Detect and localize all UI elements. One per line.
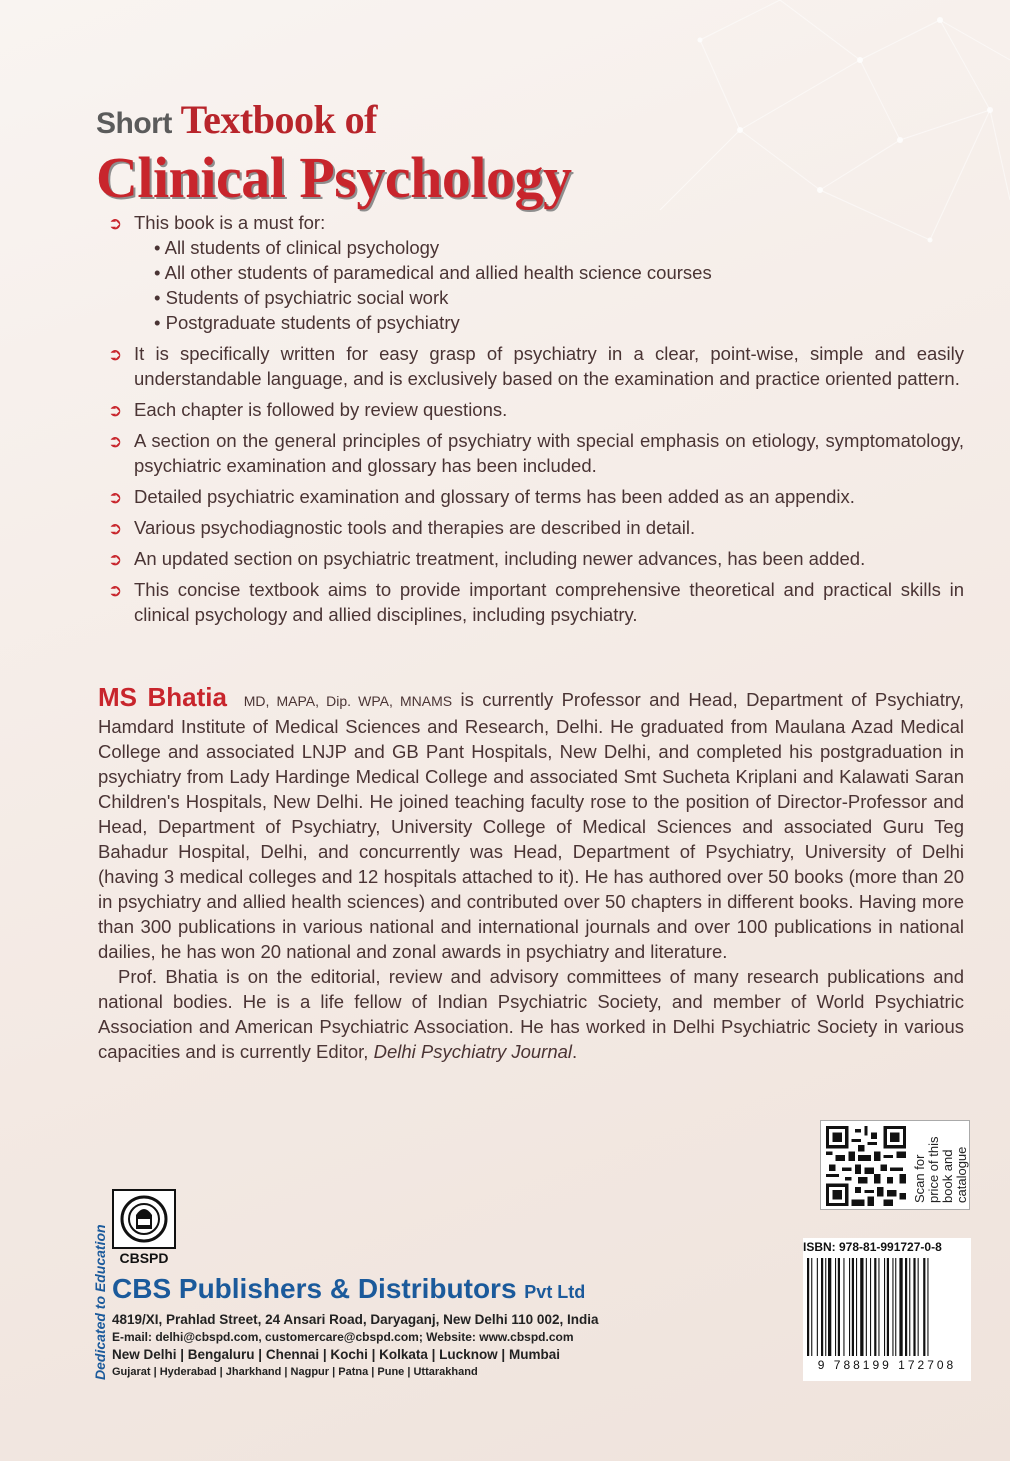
author-credentials: MD, MAPA, Dip. WPA, MNAMS bbox=[243, 693, 453, 709]
publisher-contact: E-mail: delhi@cbspd.com, customercare@cbspd.com; Website: www.cbspd.com bbox=[112, 1330, 574, 1344]
cbspd-logo-icon bbox=[112, 1189, 176, 1267]
bio-text-2: Prof. Bhatia is on the editorial, review and advisory committees of many research publications and national bodies. He is a life fellow of Indian Psychiatric Society, and member of World Psychiatric Association and American Psychiatric Association. He has worked in Delhi Psychiatric Society in various capacities and is currently Editor, bbox=[98, 966, 964, 1062]
bullet-text: A section on the general principles of psychiatry with special emphasis on etiology, symptomatology, psychiatric examination and glossary has been included. bbox=[134, 430, 964, 476]
bullet-item bbox=[108, 397, 964, 422]
audience-item: • All other students of paramedical and allied health science courses bbox=[154, 260, 964, 285]
feature-bullet-list bbox=[108, 210, 964, 633]
arrow-bullet-icon: ➲ bbox=[108, 345, 123, 364]
qr-code-icon bbox=[826, 1126, 906, 1206]
title-line-1 bbox=[96, 96, 571, 148]
arrow-bullet-icon: ➲ bbox=[108, 214, 123, 233]
journal-name: Delhi Psychiatry Journal bbox=[373, 1041, 573, 1062]
author-name: MS Bhatia bbox=[98, 682, 227, 712]
bio-paragraph-2 bbox=[98, 964, 964, 1064]
publisher-name-line bbox=[112, 1272, 792, 1309]
book-title bbox=[96, 96, 571, 208]
bio-end: . bbox=[572, 1041, 578, 1062]
title-main: Clinical Psychology bbox=[96, 145, 572, 210]
audience-item: • All students of clinical psychology bbox=[154, 235, 964, 260]
bullet-text: It is specifically written for easy grasp of psychiatry in a clear, point-wise, simple and easily understandable language, and is exclusively based on the examination and practice oriented pattern. bbox=[134, 343, 964, 389]
publisher-suffix: Pvt Ltd bbox=[524, 1282, 586, 1302]
bullet-item bbox=[108, 515, 964, 540]
publisher-cities-main: New Delhi | Bengaluru | Chennai | Kochi | Kolkata | Lucknow | Mumbai bbox=[112, 1347, 560, 1362]
arrow-bullet-icon: ➲ bbox=[108, 432, 123, 451]
bullet-text: An updated section on psychiatric treatment, including newer advances, has been added. bbox=[134, 548, 866, 569]
arrow-bullet-icon: ➲ bbox=[108, 550, 123, 569]
bio-text-1: is currently Professor and Head, Department of Psychiatry, Hamdard Institute of Medical Sciences and Research, Delhi. He graduated from Maulana Azad Medical College and associated LNJP and GB Pant Hospitals, New Delhi, and completed his postgraduation in psychiatry from Lady Hardinge Medical College and associated Smt Sucheta Kriplani and Kalawati Saran Children's Hospitals, New Delhi. He joined teaching faculty rose to the position of Director-Professor and Head, Department of Psychiatry, University College of Medical Sciences and associated Guru Teg Bahadur Hospital, Delhi, and concurrently was Head, Department of Psychiatry, University of Delhi (having 3 medical colleges and 12 hospitals attached to it). He has authored over 50 books (more than 20 in psychiatry and allied health sciences) and contributed over 50 chapters in different books. Having more than 300 publications in various national and international journals and over 100 publications in national dailies, he has won 20 national and zonal awards in psychiatry and literature. bbox=[98, 689, 965, 962]
qr-code-panel bbox=[820, 1120, 970, 1210]
isbn-label: ISBN: 978-81-991727-0-8 bbox=[803, 1240, 942, 1254]
audience-item: • Postgraduate students of psychiatry bbox=[154, 310, 964, 335]
audience-item: • Students of psychiatric social work bbox=[154, 285, 964, 310]
bullet-item bbox=[108, 484, 964, 509]
bullet-item bbox=[108, 341, 964, 391]
publisher-cities-other: Gujarat | Hyderabad | Jharkhand | Nagpur | Patna | Pune | Uttarakhand bbox=[112, 1366, 478, 1378]
publisher-name: CBS Publishers & Distributors bbox=[112, 1273, 517, 1304]
arrow-bullet-icon: ➲ bbox=[108, 519, 123, 538]
barcode-panel bbox=[803, 1238, 971, 1381]
title-short: Short bbox=[96, 107, 172, 140]
logo-text: CBSPD bbox=[119, 1250, 169, 1266]
bullet-text: Each chapter is followed by review questions. bbox=[134, 399, 508, 420]
publisher-info bbox=[112, 1272, 792, 1380]
author-bio bbox=[98, 682, 965, 1064]
publisher-address: 4819/XI, Prahlad Street, 24 Ansari Road, Daryaganj, New Delhi 110 002, India bbox=[112, 1312, 599, 1327]
bullet-item bbox=[108, 428, 964, 478]
bullet-item bbox=[108, 577, 964, 627]
bullet-text: Various psychodiagnostic tools and therapies are described in detail. bbox=[134, 517, 696, 538]
arrow-bullet-icon: ➲ bbox=[108, 581, 123, 600]
dedicated-tagline: Dedicated to Education bbox=[92, 1224, 108, 1380]
bullet-item bbox=[108, 546, 964, 571]
arrow-bullet-icon: ➲ bbox=[108, 401, 123, 420]
barcode-digits: 9 788199 172708 bbox=[817, 1358, 957, 1372]
barcode-graphic bbox=[805, 1258, 969, 1356]
bullet-text: This concise textbook aims to provide important comprehensive theoretical and practical skills in clinical psychology and allied disciplines, including psychiatry. bbox=[134, 579, 964, 625]
bullet-item bbox=[108, 210, 964, 335]
bio-paragraph-1 bbox=[98, 682, 965, 964]
arrow-bullet-icon: ➲ bbox=[108, 488, 123, 507]
title-textbook-of: Textbook of bbox=[180, 97, 378, 142]
audience-list bbox=[134, 235, 964, 335]
bullet-text: This book is a must for: bbox=[134, 212, 326, 233]
bullet-text: Detailed psychiatric examination and glossary of terms has been added as an appendix. bbox=[134, 486, 855, 507]
qr-caption: Scan for price of this book and catalogue bbox=[912, 1136, 969, 1203]
